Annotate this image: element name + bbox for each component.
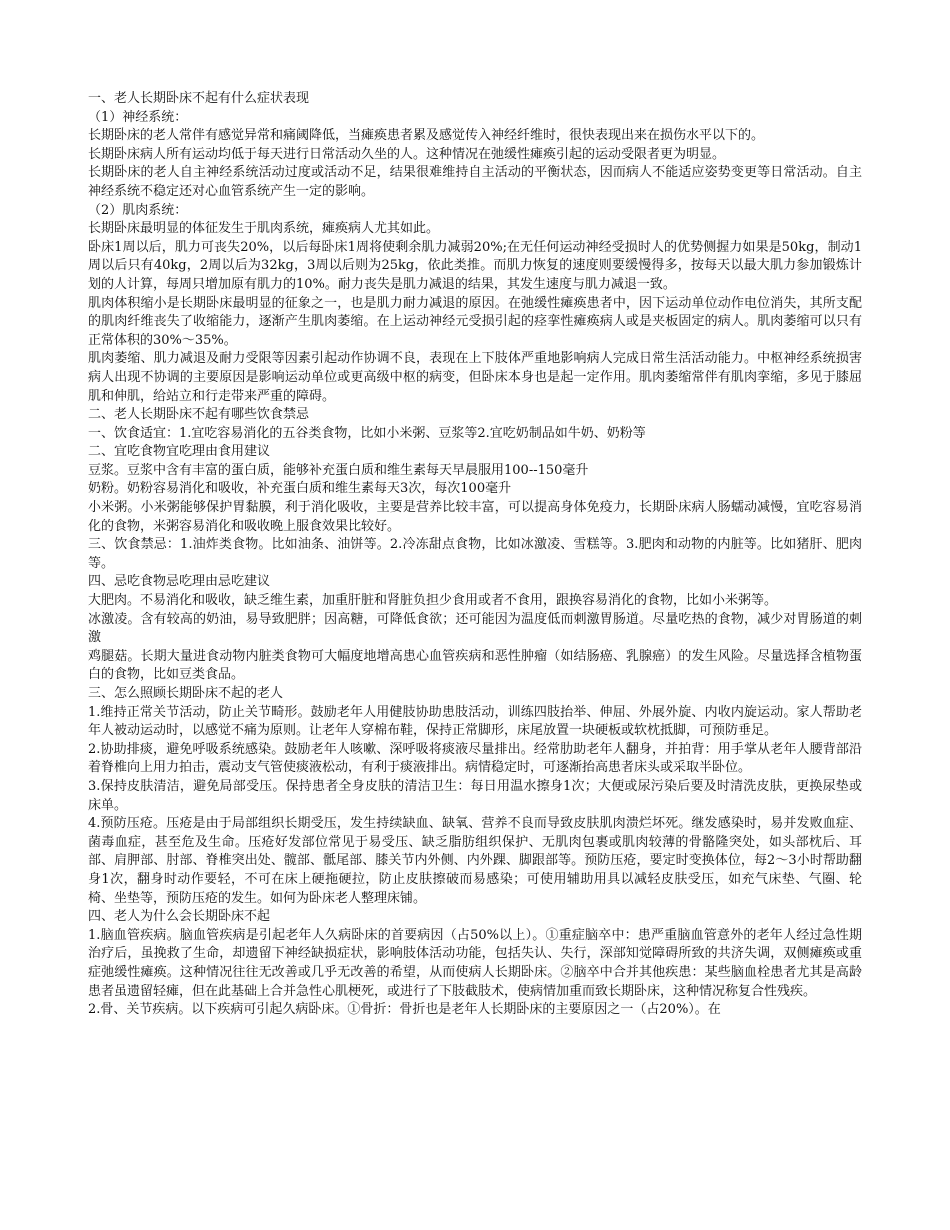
paragraph: 长期卧床最明显的体征发生于肌肉系统，瘫痪病人尤其如此。 (88, 221, 440, 237)
paragraph: 三、饮食禁忌：1.油炸类食物。比如油条、油饼等。2.冷冻甜点食物，比如冰激凌、雪糕等。3.肥肉和动物的内脏等。比如猪肝、肥肉等。 (88, 537, 862, 571)
document-body (88, 90, 862, 1020)
paragraph: 长期卧床的老人自主神经系统活动过度或活动不足，结果很难维持自主活动的平衡状态，因而病人不能适应姿势变更等日常活动。自主神经系统不稳定还对心血管系统产生一定的影响。 (88, 165, 862, 199)
paragraph: 卧床1周以后，肌力可丧失20%，以后每卧床1周将使剩余肌力减弱20%;在无任何运动神经受损时人的优势侧握力如果是50kg，制动1周以后只有40kg，2周以后为32kg，3周以后则为25kg，依此类推。而肌力恢复的速度则要缓慢得多，按每天以最大肌力参加锻炼计划的人计算，每周只增加原有肌力的10%。耐力丧失是肌力减退的结果，其发生速度与肌力减退一致。 (88, 239, 862, 292)
subheading-suitable-foods: 二、宜吃食物宜吃理由食用建议 (88, 444, 271, 460)
subheading-avoid-foods: 四、忌吃食物忌吃理由忌吃建议 (88, 574, 271, 590)
heading-causes: 四、老人为什么会长期卧床不起 (88, 909, 271, 925)
paragraph: 4.预防压疮。压疮是由于局部组织长期受压，发生持续缺血、缺氧、营养不良而导致皮肤肌肉溃烂坏死。继发感染时，易并发败血症、菌毒血症，甚至危及生命。压疮好发部位常见于易受压、缺乏脂肪组织保护、无肌肉包裹或肌肉较薄的骨骼隆突处，如头部枕后、耳部、肩胛部、肘部、脊椎突出处、髋部、骶尾部、膝关节内外侧、内外踝、脚跟部等。预防压疮，要定时变换体位，每2～3小时帮助翻身1次，翻身时动作要轻，不可在床上硬拖硬拉，防止皮肤擦破而易感染；可使用辅助用具以减轻皮肤受压，如充气床垫、气圈、轮椅、坐垫等，预防压疮的发生。如何为卧床老人整理床铺。 (88, 816, 862, 906)
paragraph: 奶粉。奶粉容易消化和吸收，补充蛋白质和维生素每天3次，每次100毫升 (88, 481, 512, 497)
paragraph: 1.脑血管疾病。脑血管疾病是引起老年人久病卧床的首要病因（占50%以上）。①重症脑卒中：患严重脑血管意外的老年人经过急性期治疗后，虽挽救了生命，却遗留下神经缺损症状，影响肢体活动功能，包括失认、失行，深部知觉障碍所致的共济失调，双侧瘫痪或重症弛缓性瘫痪。这种情况往往无改善或几乎无改善的希望，从而使病人长期卧床。②脑卒中合并其他疾患：某些脑血栓患者尤其是高龄患者虽遗留轻瘫，但在此基础上合并急性心肌梗死，或进行了下肢截肢术，使病情加重而致长期卧床，这种情况称复合性残疾。 (88, 927, 862, 999)
paragraph: 豆浆。豆浆中含有丰富的蛋白质，能够补充蛋白质和维生素每天早晨服用100--150毫升 (88, 462, 589, 478)
heading-symptoms: 一、老人长期卧床不起有什么症状表现 (88, 91, 310, 106)
heading-diet-taboos: 二、老人长期卧床不起有哪些饮食禁忌 (88, 407, 310, 423)
paragraph: 冰激凌。含有较高的奶油，易导致肥胖；因高糖，可降低食欲；还可能因为温度低而刺激胃肠道。尽量吃热的食物，减少对胃肠道的刺激 (88, 611, 862, 646)
paragraph: 小米粥。小米粥能够保护胃黏膜，利于消化吸收，主要是营养比较丰富，可以提高身体免疫力，长期卧床病人肠蠕动减慢，宜吃容易消化的食物，米粥容易消化和吸收晚上服食效果比较好。 (88, 500, 862, 534)
paragraph: 大肥肉。不易消化和吸收，缺乏维生素，加重肝脏和肾脏负担少食用或者不食用，跟换容易消化的食物，比如小米粥等。 (88, 593, 778, 609)
paragraph: 肌肉体积缩小是长期卧床最明显的征象之一，也是肌力耐力减退的原因。在弛缓性瘫痪患者中，因下运动单位动作电位消失，其所支配的肌肉纤维丧失了收缩能力，逐渐产生肌肉萎缩。在上运动神经元受损引起的痉挛性瘫痪病人或是夹板固定的病人。肌肉萎缩可以只有正常体积的30%～35%。 (88, 295, 862, 348)
paragraph: 长期卧床的老人常伴有感觉异常和痛阈降低，当瘫痪患者累及感觉传入神经纤维时，很快表现出来在损伤水平以下的。 (88, 128, 765, 144)
paragraph: 肌肉萎缩、肌力减退及耐力受限等因素引起动作协调不良，表现在上下肢体严重地影响病人完成日常生活活动能力。中枢神经系统损害病人出现不协调的主要原因是影响运动单位或更高级中枢的病变，但卧床本身也是起一定作用。肌肉萎缩常伴有肌肉挛缩，多见于膝屈肌和伸肌，给站立和行走带来严重的障碍。 (88, 351, 862, 404)
paragraph: 2.骨、关节疾病。以下疾病可引起久病卧床。①骨折：骨折也是老年人长期卧床的主要原因之一（占20%）。在 (88, 1002, 721, 1018)
paragraph: 2.协助排痰，避免呼吸系统感染。鼓励老年人咳嗽、深呼吸将痰液尽量排出。经常肋助老年人翻身，并拍背：用手掌从老年人腰背部沿着脊椎向上用力拍击，震动支气管使痰液松动，有利于痰液排出。病情稳定时，可逐渐抬高患者床头或采取半卧位。 (88, 741, 862, 776)
paragraph: 一、饮食适宜：1.宜吃容易消化的五谷类食物，比如小米粥、豆浆等2.宜吃奶制品如牛奶、奶粉等 (88, 425, 646, 441)
paragraph: 3.保持皮肤清洁，避免局部受压。保持患者全身皮肤的清洁卫生：每日用温水擦身1次；大便或尿污染后要及时清洗皮肤，更换尿垫或床单。 (88, 778, 862, 813)
paragraph: 1.维持正常关节活动，防止关节畸形。鼓励老年人用健肢协助患肢活动，训练四肢抬举、伸屈、外展外旋、内收内旋运动。家人帮助老年人被动运动时，以感觉不痛为原则。让老年人穿棉布鞋，保持正常脚形，床尾放置一块硬板或软枕抵脚，可预防垂足。 (88, 704, 862, 739)
paragraph: 长期卧床病人所有运动均低于每天进行日常活动久坐的人。这种情况在弛缓性瘫痪引起的运动受限者更为明显。 (88, 146, 726, 162)
paragraph: 鸡腿菇。长期大量进食动物内脏类食物可大幅度地增高患心血管疾病和恶性肿瘤（如结肠癌、乳腺癌）的发生风险。尽量选择含植物蛋白的食物，比如豆类食品。 (88, 648, 862, 683)
subheading-muscle-system: （2）肌肉系统： (88, 202, 188, 218)
heading-care: 三、怎么照顾长期卧床不起的老人 (88, 686, 284, 701)
subheading-nervous-system: （1）神经系统： (88, 109, 188, 125)
